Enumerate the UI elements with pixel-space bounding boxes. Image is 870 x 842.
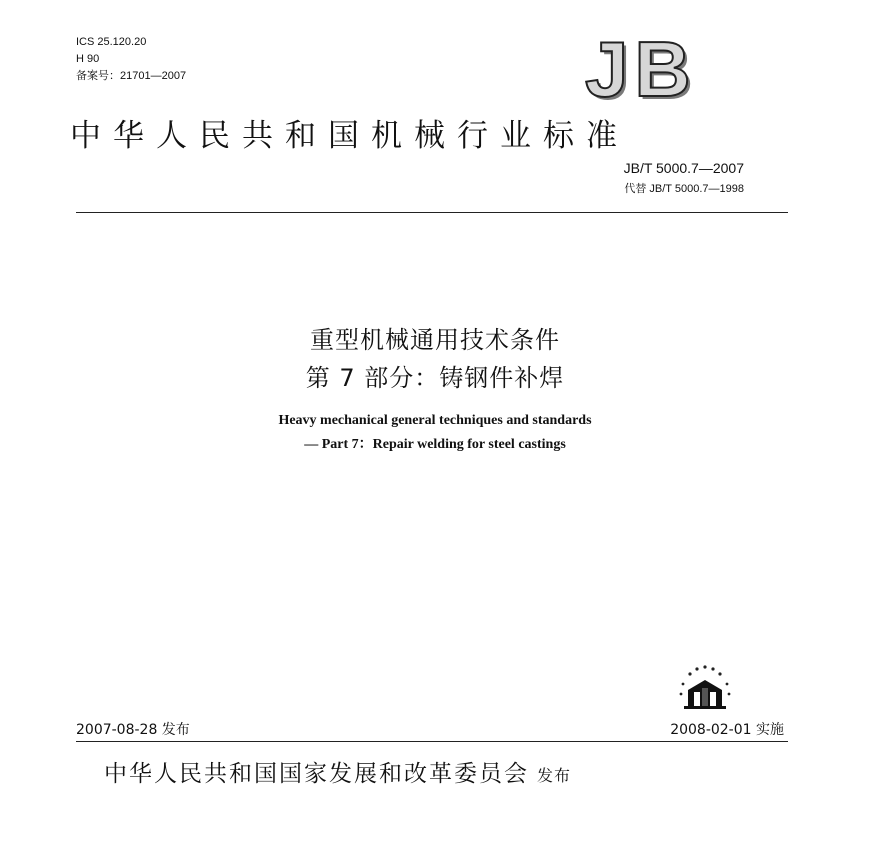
chinese-title-line-1: 重型机械通用技术条件 bbox=[310, 326, 560, 354]
bottom-divider bbox=[76, 741, 788, 742]
class-code: H 90 bbox=[76, 53, 100, 65]
replaces-code: 代替 JB/T 5000.7—1998 bbox=[624, 183, 744, 195]
classification-block bbox=[76, 34, 186, 85]
record-number: 备案号：21701—2007 bbox=[76, 70, 187, 82]
top-divider bbox=[76, 212, 788, 213]
standard-category-title: 中华人民共和国机械行业标准 bbox=[70, 118, 629, 154]
ics-code: ICS 25.120.20 bbox=[76, 36, 147, 48]
implementation-date: 2008-02-01 实施 bbox=[670, 722, 784, 738]
publisher-name: 中华人民共和国国家发展和改革委员会 bbox=[104, 761, 529, 787]
publisher-line bbox=[104, 755, 571, 788]
english-title-line-2: — Part 7：Repair welding for steel castings bbox=[304, 437, 566, 452]
issue-date: 2007-08-28 发布 bbox=[76, 722, 190, 738]
english-title-line-1: Heavy mechanical general techniques and standards bbox=[278, 413, 592, 428]
standard-code: JB/T 5000.7—2007 bbox=[623, 160, 744, 176]
publisher-suffix: 发布 bbox=[537, 766, 572, 785]
chinese-title-line-2: 第 7 部分：铸钢件补焊 bbox=[305, 364, 565, 392]
publisher-seal-icon bbox=[670, 660, 740, 718]
jb-logo: JB bbox=[585, 25, 697, 113]
